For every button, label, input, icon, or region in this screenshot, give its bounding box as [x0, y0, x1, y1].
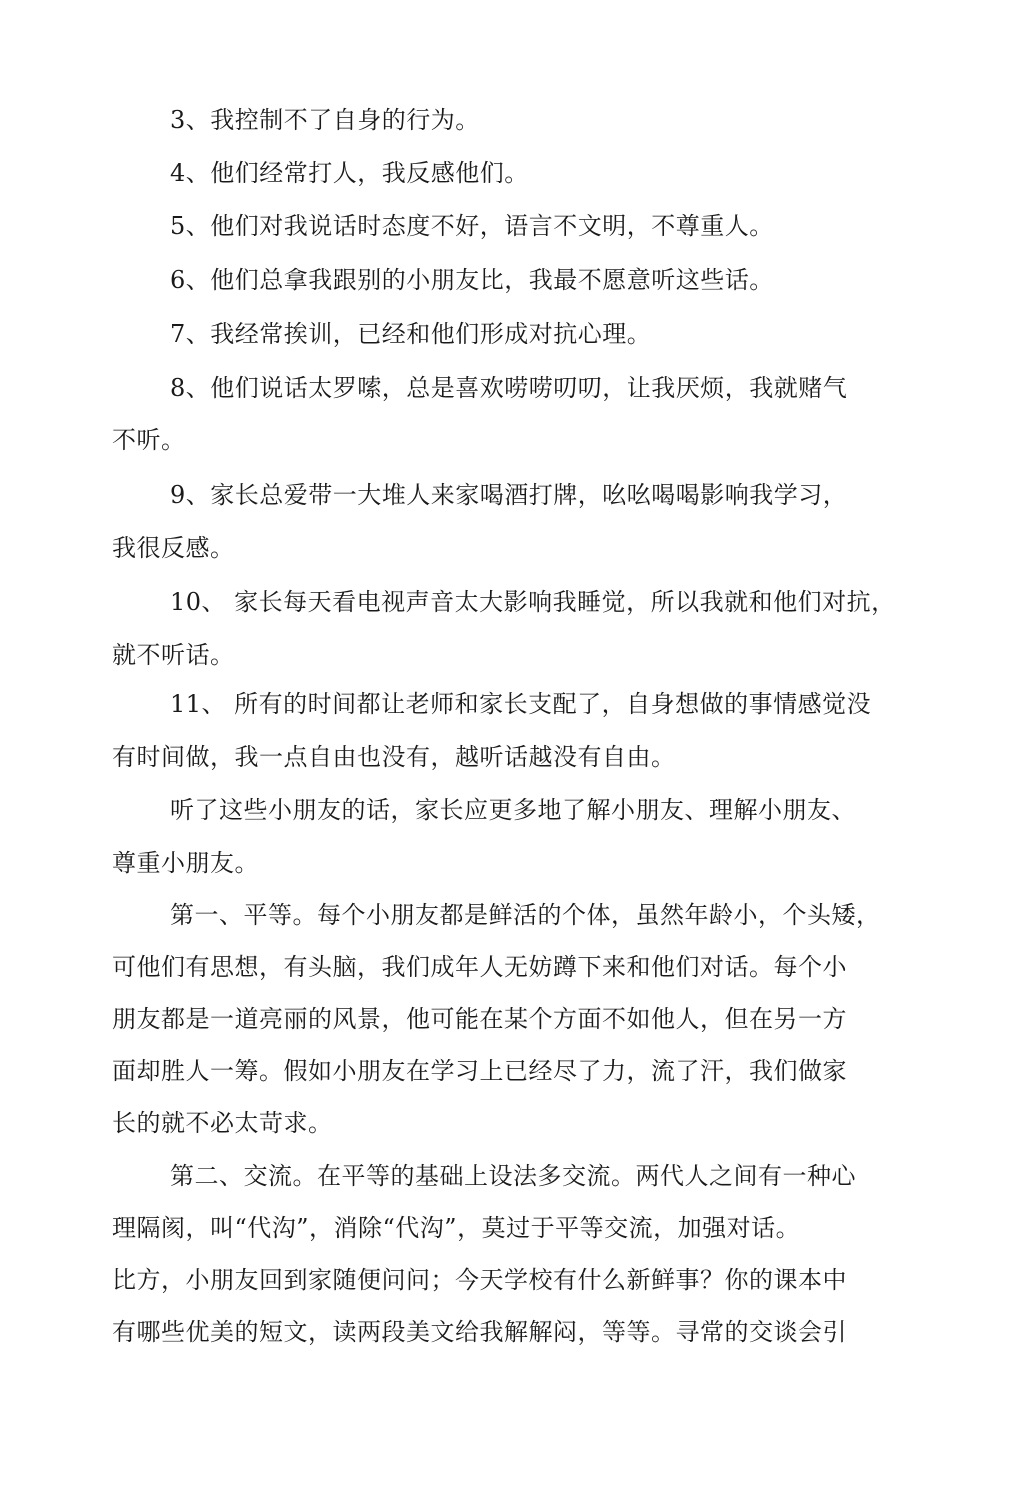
text-line: 不听。	[112, 426, 186, 454]
text-line: 可他们有思想，有头脑，我们成年人无妨蹲下来和他们对话。每个小	[112, 953, 847, 981]
text-line: 6、他们总拿我跟别的小朋友比，我最不愿意听这些话。	[170, 266, 774, 294]
text-line: 第一、平等。每个小朋友都是鲜活的个体，虽然年龄小，个头矮，	[170, 901, 881, 929]
text-line: 听了这些小朋友的话，家长应更多地了解小朋友、理解小朋友、	[170, 796, 856, 824]
text-line: 5、他们对我说话时态度不好，语言不文明，不尊重人。	[170, 212, 774, 240]
text-line: 长的就不必太苛求。	[112, 1109, 333, 1137]
text-line: 我很反感。	[112, 534, 235, 562]
text-line: 有哪些优美的短文，读两段美文给我解解闷，等等。寻常的交谈会引	[112, 1318, 847, 1346]
text-line: 11、 所有的时间都让老师和家长支配了，自身想做的事情感觉没	[170, 690, 872, 718]
text-line: 尊重小朋友。	[112, 849, 259, 877]
text-line: 9、家长总爱带一大堆人来家喝酒打牌，吆吆喝喝影响我学习，	[170, 481, 848, 509]
text-line: 3、我控制不了自身的行为。	[170, 106, 480, 134]
text-line: 比方，小朋友回到家随便问问；今天学校有什么新鲜事？你的课本中	[112, 1266, 847, 1294]
text-line: 7、我经常挨训，已经和他们形成对抗心理。	[170, 320, 652, 348]
text-line: 10、 家长每天看电视声音太大影响我睡觉，所以我就和他们对抗，	[170, 588, 896, 616]
text-line: 面却胜人一筹。假如小朋友在学习上已经尽了力，流了汗，我们做家	[112, 1057, 847, 1085]
text-line: 4、他们经常打人，我反感他们。	[170, 159, 529, 187]
text-line: 有时间做，我一点自由也没有，越听话越没有自由。	[112, 743, 676, 771]
text-line: 理隔阂，叫“代沟”，消除“代沟”，莫过于平等交流，加强对话。	[112, 1214, 801, 1242]
text-line: 第二、交流。在平等的基础上设法多交流。两代人之间有一种心	[170, 1162, 856, 1190]
text-line: 就不听话。	[112, 641, 235, 669]
text-line: 朋友都是一道亮丽的风景，他可能在某个方面不如他人，但在另一方	[112, 1005, 847, 1033]
text-line: 8、他们说话太罗嗦，总是喜欢唠唠叨叨，让我厌烦，我就赌气	[170, 374, 848, 402]
